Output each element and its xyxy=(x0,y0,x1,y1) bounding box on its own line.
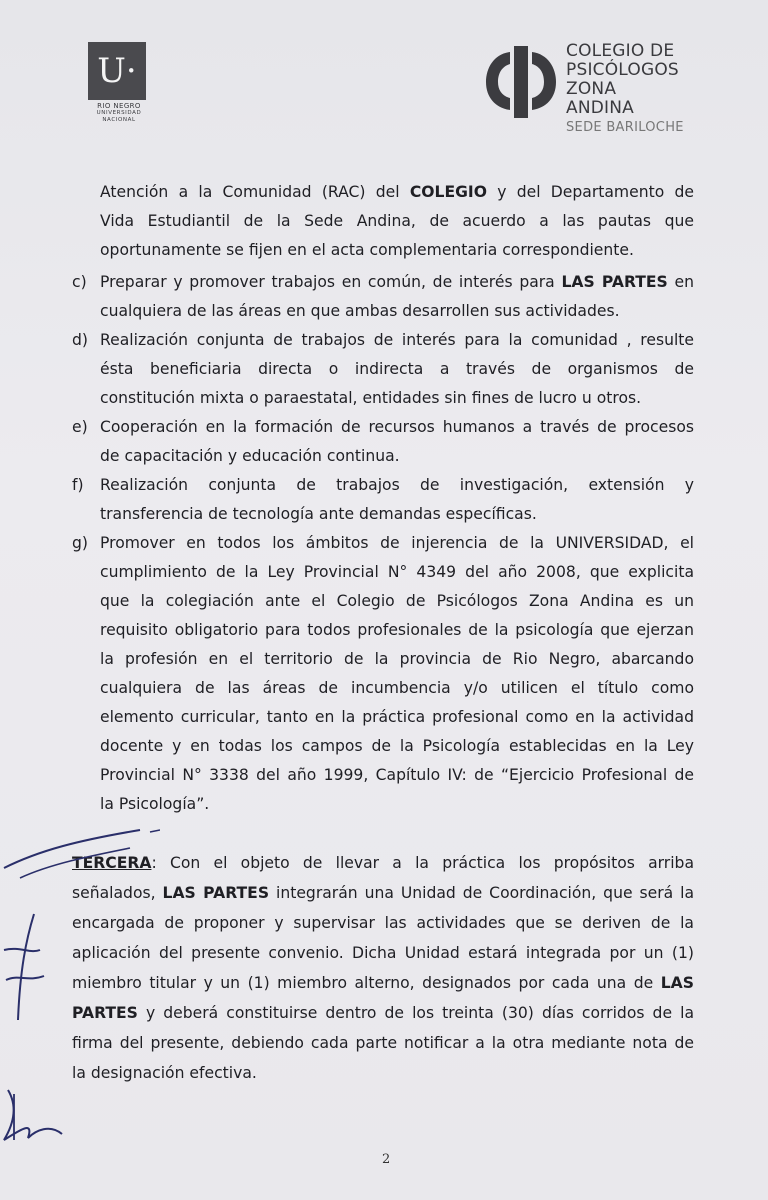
signature-stroke-top xyxy=(0,820,160,900)
item-line: constitución mixta o paraestatal, entidades sin fines de lucro u otros. xyxy=(100,389,642,407)
intro-paragraph xyxy=(100,178,694,265)
colegio-logo-text xyxy=(566,42,684,137)
tercera-line: aplicación del presente convenio. Dicha Unidad estará integrada por un (1) xyxy=(72,944,694,962)
item-letter: g) xyxy=(72,534,88,552)
unrn-logo xyxy=(88,42,150,124)
item-line: Realización conjunta de trabajos de investigación, extensión y xyxy=(100,476,694,494)
tercera-line: miembro titular y un (1) miembro alterno, designados por cada una de LAS xyxy=(72,974,694,992)
colegio-logo-line4: SEDE BARILOCHE xyxy=(566,120,684,135)
tercera-heading: TERCERA xyxy=(72,854,152,872)
clause-tercera xyxy=(72,848,694,1088)
item-body xyxy=(100,529,694,819)
item-line: Preparar y promover trabajos en común, de interés para LAS PARTES en xyxy=(100,273,694,291)
tercera-line: la designación efectiva. xyxy=(72,1064,257,1082)
item-line: Realización conjunta de trabajos de interés para la comunidad , resulte xyxy=(100,331,694,349)
tercera-line: firma del presente, debiendo cada parte notificar a la otra mediante nota de xyxy=(72,1034,694,1052)
item-line: docente y en todas los campos de la Psicología establecidas en la Ley xyxy=(100,737,694,755)
item-line: transferencia de tecnología ante demandas específicas. xyxy=(100,505,537,523)
psi-symbol-icon xyxy=(484,42,558,122)
item-body xyxy=(100,413,694,471)
tercera-line xyxy=(72,848,694,878)
unrn-logo-mark: U· xyxy=(88,42,146,100)
signature-initials-bottom xyxy=(0,1080,70,1150)
unrn-logo-line1: RIO NEGRO xyxy=(97,102,141,110)
item-letter: e) xyxy=(72,418,88,436)
item-line: elemento curricular, tanto en la práctica profesional como en la actividad xyxy=(100,708,694,726)
item-line: Promover en todos los ámbitos de injerencia de la UNIVERSIDAD, el xyxy=(100,534,694,552)
colegio-logo-line2: PSICÓLOGOS xyxy=(566,60,679,80)
intro-line: Atención a la Comunidad (RAC) del COLEGIO y del Departamento de xyxy=(100,183,694,201)
colegio-psicologos-logo xyxy=(484,41,684,135)
intro-line: oportunamente se fijen en el acta complementaria correspondiente. xyxy=(100,241,634,259)
item-body xyxy=(100,326,694,413)
item-line: Provincial N° 3338 del año 1999, Capítulo IV: de “Ejercicio Profesional de xyxy=(100,766,694,784)
item-line: cualquiera de las áreas en que ambas desarrollen sus actividades. xyxy=(100,302,620,320)
item-line: la Psicología”. xyxy=(100,795,210,813)
item-line: Cooperación en la formación de recursos humanos a través de procesos xyxy=(100,418,694,436)
item-line: cumplimiento de la Ley Provincial N° 4349 del año 2008, que explicita xyxy=(100,563,694,581)
signature-initials-middle xyxy=(0,910,60,1030)
item-line: la profesión en el territorio de la provincia de Rio Negro, abarcando xyxy=(100,650,694,668)
item-line: cualquiera de las áreas de incumbencia y/o utilicen el título como xyxy=(100,679,694,697)
item-body xyxy=(100,268,694,326)
item-body xyxy=(100,471,694,529)
tercera-line-rest: : Con el objeto de llevar a la práctica los propósitos arriba xyxy=(151,854,694,872)
colegio-logo-line3: ZONA ANDINA xyxy=(566,79,634,118)
item-line: ésta beneficiaria directa o indirecta a través de organismos de xyxy=(100,360,694,378)
item-line: de capacitación y educación continua. xyxy=(100,447,400,465)
unrn-logo-line3: NACIONAL xyxy=(102,117,136,123)
tercera-line: encargada de proponer y supervisar las actividades que se deriven de la xyxy=(72,914,694,932)
item-letter: d) xyxy=(72,331,88,349)
page-number: 2 xyxy=(382,1152,391,1167)
unrn-logo-line2: UNIVERSIDAD xyxy=(96,110,142,116)
colegio-logo-line1: COLEGIO DE xyxy=(566,41,675,61)
intro-line: Vida Estudiantil de la Sede Andina, de acuerdo a las pautas que xyxy=(100,212,694,230)
item-line: requisito obligatorio para todos profesionales de la psicología que ejerzan xyxy=(100,621,694,639)
item-line: que la colegiación ante el Colegio de Psicólogos Zona Andina es un xyxy=(100,592,694,610)
item-letter: f) xyxy=(72,476,84,494)
item-letter: c) xyxy=(72,273,87,291)
tercera-line: señalados, LAS PARTES integrarán una Unidad de Coordinación, que será la xyxy=(72,884,694,902)
tercera-line: PARTES y deberá constituirse dentro de los treinta (30) días corridos de la xyxy=(72,1004,694,1022)
